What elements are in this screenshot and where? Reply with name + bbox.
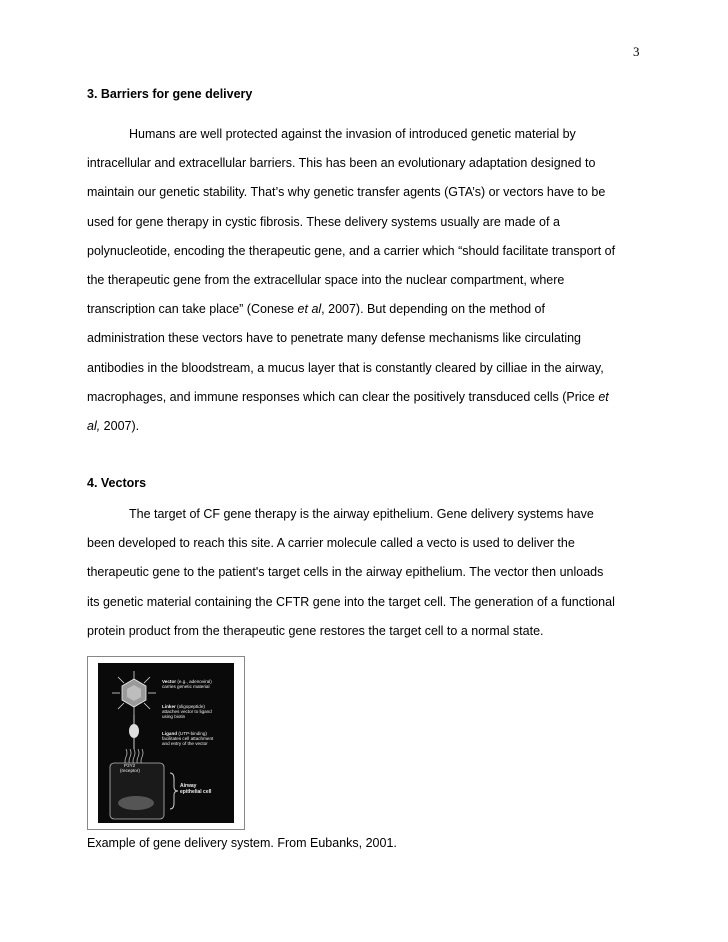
label-airway: Airway: [180, 783, 197, 789]
nucleus-icon: [118, 796, 154, 810]
label-linker: Linker (oligopeptide): [162, 704, 205, 709]
text-run: macrophages, and immune responses which can clear the positively transduced cells (Price: [87, 389, 599, 404]
label-vector: Vector (e.g., adenoviral): [162, 679, 212, 684]
text-line: administration these vectors have to penetrate many defense mechanisms like circulating: [87, 331, 582, 346]
page-number: 3: [633, 44, 640, 59]
label-linker-desc2: using biotin: [162, 714, 186, 719]
label-receptor: P2Y2: [124, 763, 136, 768]
text-line: [87, 383, 647, 412]
label-epithelial-cell: epithelial cell: [180, 789, 212, 795]
gene-delivery-figure: [87, 656, 245, 830]
text-line: therapeutic gene to the patient's target cells in the airway epithelium. The vector then unloads: [87, 565, 604, 580]
paragraph-barriers: [87, 120, 647, 441]
italic-al: al,: [87, 419, 101, 434]
text-line: the therapeutic gene from the extracellular space into the nuclear compartment, where: [87, 273, 565, 288]
label-ligand-desc2: and entry of the vector: [162, 741, 208, 746]
text-line: Humans are well protected against the invasion of introduced genetic material by: [129, 127, 576, 141]
label-receptor-desc: (receptor): [120, 768, 140, 773]
text-line: [87, 295, 647, 324]
label-linker-desc: attaches vector to ligand: [162, 709, 212, 714]
label-vector-desc: carries genetic material: [162, 684, 210, 689]
text-run: , 2007). But depending on the method of: [321, 302, 545, 317]
text-line: intracellular and extracellular barriers. This has been an evolutionary adaptation designed to: [87, 156, 596, 171]
text-line: maintain our genetic stability. That’s why genetic transfer agents (GTA’s) or vectors have to be: [87, 185, 606, 200]
label-ligand: Ligand (UTP-binding): [162, 731, 207, 736]
text-line: [87, 412, 647, 441]
text-run: 2007).: [100, 419, 140, 434]
label-ligand-desc: facilitates cell attachment: [162, 736, 214, 741]
text-line: protein product from the therapeutic gene restores the target cell to a normal state.: [87, 623, 544, 638]
text-line: The target of CF gene therapy is the airway epithelium. Gene delivery systems have: [129, 507, 594, 521]
section-heading-barriers: 3. Barriers for gene delivery: [87, 87, 253, 101]
italic-et: et: [297, 302, 308, 317]
italic-et: et: [598, 389, 609, 404]
text-line: used for gene therapy in cystic fibrosis. These delivery systems usually are made of a: [87, 214, 560, 229]
text-line: polynucleotide, encoding the therapeutic gene, and a carrier which “should facilitate transport of: [87, 243, 616, 258]
vector-particle-icon: [112, 671, 156, 715]
text-line: its genetic material containing the CFTR gene into the target cell. The generation of a functional: [87, 594, 615, 609]
figure-caption: Example of gene delivery system. From Eubanks, 2001.: [87, 836, 397, 850]
section-heading-vectors: 4. Vectors: [87, 476, 147, 490]
italic-al: al: [307, 302, 322, 317]
text-run: transcription can take place” (Conese: [87, 302, 298, 317]
paragraph-vectors: [87, 500, 647, 646]
text-line: been developed to reach this site. A carrier molecule called a vecto is used to deliver the: [87, 536, 575, 551]
text-line: antibodies in the bloodstream, a mucus layer that is constantly cleared by cilliae in the airway,: [87, 360, 604, 375]
gene-delivery-diagram: [88, 657, 244, 829]
